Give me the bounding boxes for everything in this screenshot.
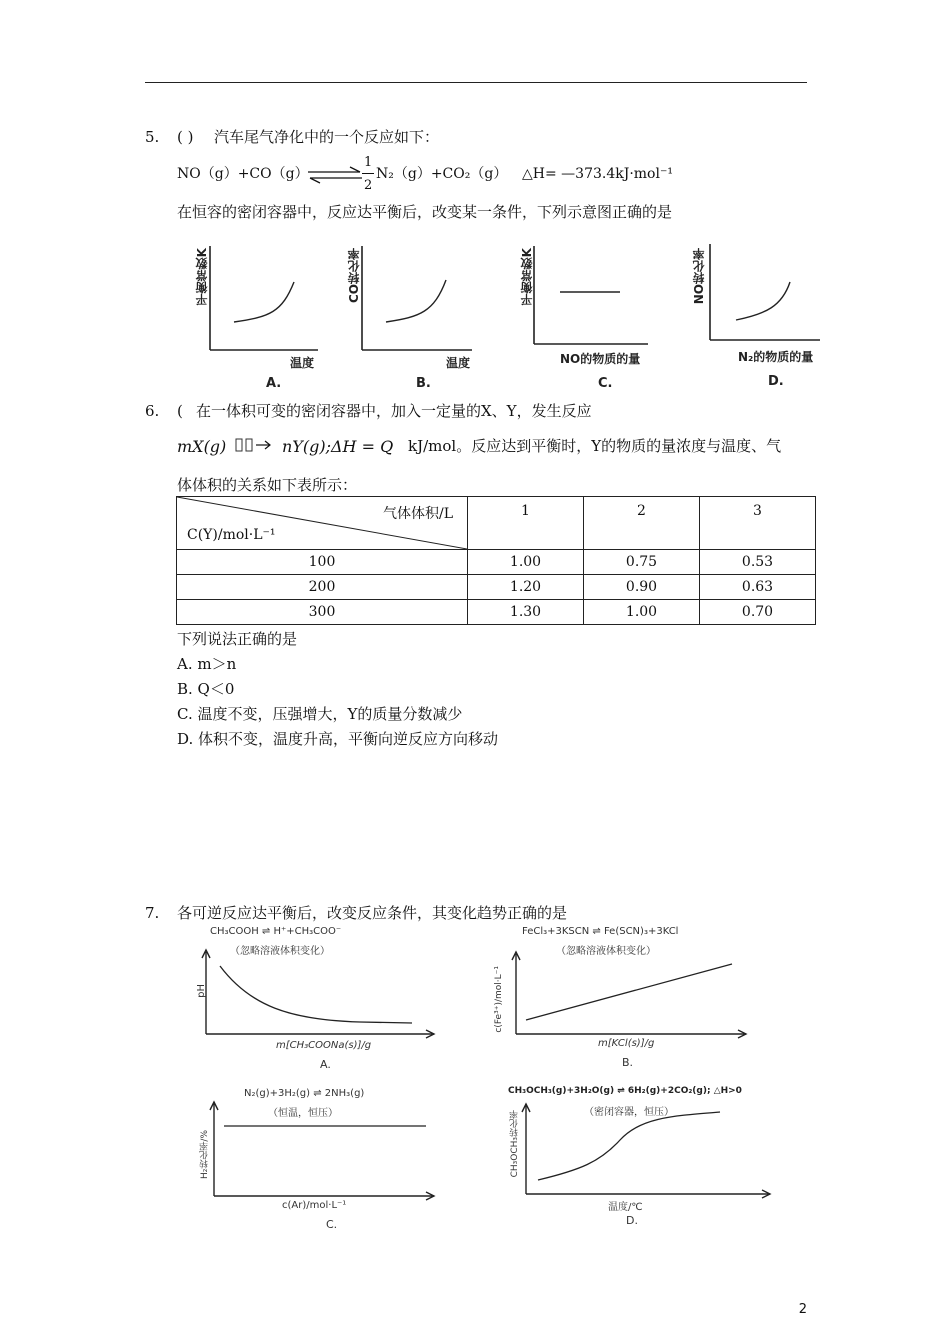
q5-a-curve bbox=[234, 282, 294, 322]
q7-b-eq: FeCl₃+3KSCN ⇌ Fe(SCN)₃+3KCl bbox=[522, 926, 679, 937]
q5-c-xlabel: NO的物质的量 bbox=[560, 352, 641, 366]
q7-c-note: （恒温，恒压） bbox=[268, 1108, 338, 1119]
q5-enthalpy: △H= —373.4kJ·mol⁻¹ bbox=[522, 166, 673, 182]
q7-d-note: （密闭容器，恒压） bbox=[584, 1107, 674, 1118]
q5-answer-paren: ( ) bbox=[177, 128, 194, 146]
table-cell: 0.53 bbox=[700, 550, 816, 575]
page-number: 2 bbox=[798, 1302, 807, 1317]
table-cell: 0.70 bbox=[700, 600, 816, 625]
q7-c-ylabel: H₂转化率/% bbox=[200, 1130, 210, 1179]
q7-d-option: D. bbox=[626, 1214, 638, 1227]
table-cell: 0.63 bbox=[700, 575, 816, 600]
table-cell: 1.00 bbox=[584, 600, 700, 625]
q5-chart-b bbox=[362, 246, 472, 350]
q7-a-ylabel: pH bbox=[196, 984, 207, 998]
q6-option-b: B. Q＜0 bbox=[177, 680, 235, 698]
table-header-cell: 1 bbox=[468, 497, 584, 550]
q7-b-line bbox=[526, 964, 732, 1020]
q7-a-note: （忽略溶液体积变化） bbox=[230, 946, 330, 957]
table-cell: 1.20 bbox=[468, 575, 584, 600]
q7-c-eq: N₂(g)+3H₂(g) ⇌ 2NH₃(g) bbox=[244, 1088, 365, 1099]
q5-coef-denominator: 2 bbox=[364, 178, 373, 193]
reversible-arrow-icon bbox=[234, 437, 274, 455]
q7-d-xlabel: 温度/℃ bbox=[608, 1202, 643, 1213]
q7-charts bbox=[180, 924, 800, 1234]
q5-b-curve bbox=[386, 280, 446, 322]
corner-bottom-label: C(Y)/mol·L⁻¹ bbox=[187, 527, 276, 543]
q7-c-option: C. bbox=[326, 1218, 338, 1231]
q7-c-xlabel: c(Ar)/mol·L⁻¹ bbox=[282, 1200, 347, 1211]
q6-eq-tail: kJ/mol。反应达到平衡时，Y的物质的量浓度与温度、气 bbox=[408, 437, 782, 455]
q5-d-xlabel: N₂的物质的量 bbox=[738, 350, 814, 364]
table-corner-cell bbox=[177, 497, 468, 550]
table-row bbox=[177, 600, 816, 625]
table-header-cell: 3 bbox=[700, 497, 816, 550]
q7-b-option: B. bbox=[622, 1056, 634, 1069]
q6-eq-left: mX(g) bbox=[177, 437, 227, 456]
q6-option-c: C. 温度不变，压强增大，Y的质量分数减少 bbox=[177, 705, 463, 723]
q5-d-option: D. bbox=[768, 374, 784, 389]
q5-stem: 汽车尾气净化中的一个反应如下： bbox=[214, 128, 440, 146]
fraction-bar bbox=[362, 173, 374, 174]
q6-answer-paren: ( bbox=[177, 402, 183, 420]
q6-prompt: 下列说法正确的是 bbox=[177, 630, 298, 648]
q6-table bbox=[176, 496, 816, 625]
q7-chart-b bbox=[512, 952, 746, 1038]
q7-d-curve bbox=[538, 1112, 720, 1180]
row-label: 300 bbox=[177, 600, 468, 625]
q7-stem: 各可逆反应达平衡后，改变反应条件，其变化趋势正确的是 bbox=[177, 904, 568, 922]
q5-chart-d bbox=[710, 244, 820, 340]
q5-reaction-left: NO（g）+CO（g） bbox=[177, 166, 309, 182]
q6-line3: 体体积的关系如下表所示： bbox=[177, 476, 358, 494]
table-cell: 1.00 bbox=[468, 550, 584, 575]
q5-chart-c bbox=[534, 246, 648, 344]
row-label: 200 bbox=[177, 575, 468, 600]
q7-number: 7. bbox=[145, 904, 160, 922]
q5-number: 5. bbox=[145, 128, 160, 146]
q6-eq-right: nY(g);ΔH = Q bbox=[282, 437, 394, 456]
q7-a-curve bbox=[220, 966, 412, 1023]
q5-chart-a bbox=[210, 246, 318, 350]
q6-option-a: A. m＞n bbox=[177, 655, 237, 673]
q7-chart-a bbox=[202, 950, 434, 1038]
q6-stem: 在一体积可变的密闭容器中，加入一定量的X、Y，发生反应 bbox=[196, 402, 592, 420]
equilibrium-arrow-icon bbox=[306, 166, 364, 184]
row-label: 100 bbox=[177, 550, 468, 575]
q5-c-ylabel: 平衡常数K bbox=[520, 248, 534, 306]
table-header-row bbox=[177, 497, 816, 550]
q5-b-ylabel: CO转化率 bbox=[347, 248, 361, 304]
q5-b-xlabel: 温度 bbox=[446, 356, 471, 370]
q5-a-xlabel: 温度 bbox=[290, 356, 315, 370]
q5-b-option: B. bbox=[416, 376, 431, 391]
table-row bbox=[177, 575, 816, 600]
q7-b-xlabel: m[KCl(s)]/g bbox=[598, 1038, 655, 1049]
q7-b-note: （忽略溶液体积变化） bbox=[556, 946, 656, 957]
q5-c-option: C. bbox=[598, 376, 613, 391]
q5-a-option: A. bbox=[266, 376, 282, 391]
q7-chart-d bbox=[522, 1104, 770, 1198]
q5-coef-numerator: 1 bbox=[364, 155, 373, 170]
q6-number: 6. bbox=[145, 402, 160, 420]
q5-d-curve bbox=[736, 282, 790, 320]
q5-question: 在恒容的密闭容器中，反应达平衡后，改变某一条件，下列示意图正确的是 bbox=[177, 203, 673, 221]
q6-option-d: D. 体积不变，温度升高，平衡向逆反应方向移动 bbox=[177, 730, 499, 748]
q7-a-option: A. bbox=[320, 1058, 331, 1071]
q7-d-ylabel: CH₃OCH₃转化率 bbox=[510, 1110, 520, 1178]
q7-a-xlabel: m[CH₃COONa(s)]/g bbox=[276, 1040, 372, 1051]
table-cell: 1.30 bbox=[468, 600, 584, 625]
q5-charts bbox=[190, 232, 830, 394]
table-header-cell: 2 bbox=[584, 497, 700, 550]
q7-a-eq: CH₃COOH ⇌ H⁺+CH₃COO⁻ bbox=[210, 926, 342, 937]
q5-reaction-right: N₂（g）+CO₂（g） bbox=[376, 166, 508, 182]
q5-d-ylabel: NO转化率 bbox=[692, 248, 706, 305]
q5-a-ylabel: 平衡常数K bbox=[195, 248, 209, 306]
q7-d-eq: CH₃OCH₃(g)+3H₂O(g) ⇌ 6H₂(g)+2CO₂(g); △H>0 bbox=[508, 1086, 742, 1096]
table-cell: 0.75 bbox=[584, 550, 700, 575]
table-row bbox=[177, 550, 816, 575]
table-cell: 0.90 bbox=[584, 575, 700, 600]
corner-top-label: 气体体积/L bbox=[382, 506, 453, 522]
q7-b-ylabel: c(Fe³⁺)/mol·L⁻¹ bbox=[494, 966, 504, 1033]
header-rule bbox=[145, 82, 807, 83]
